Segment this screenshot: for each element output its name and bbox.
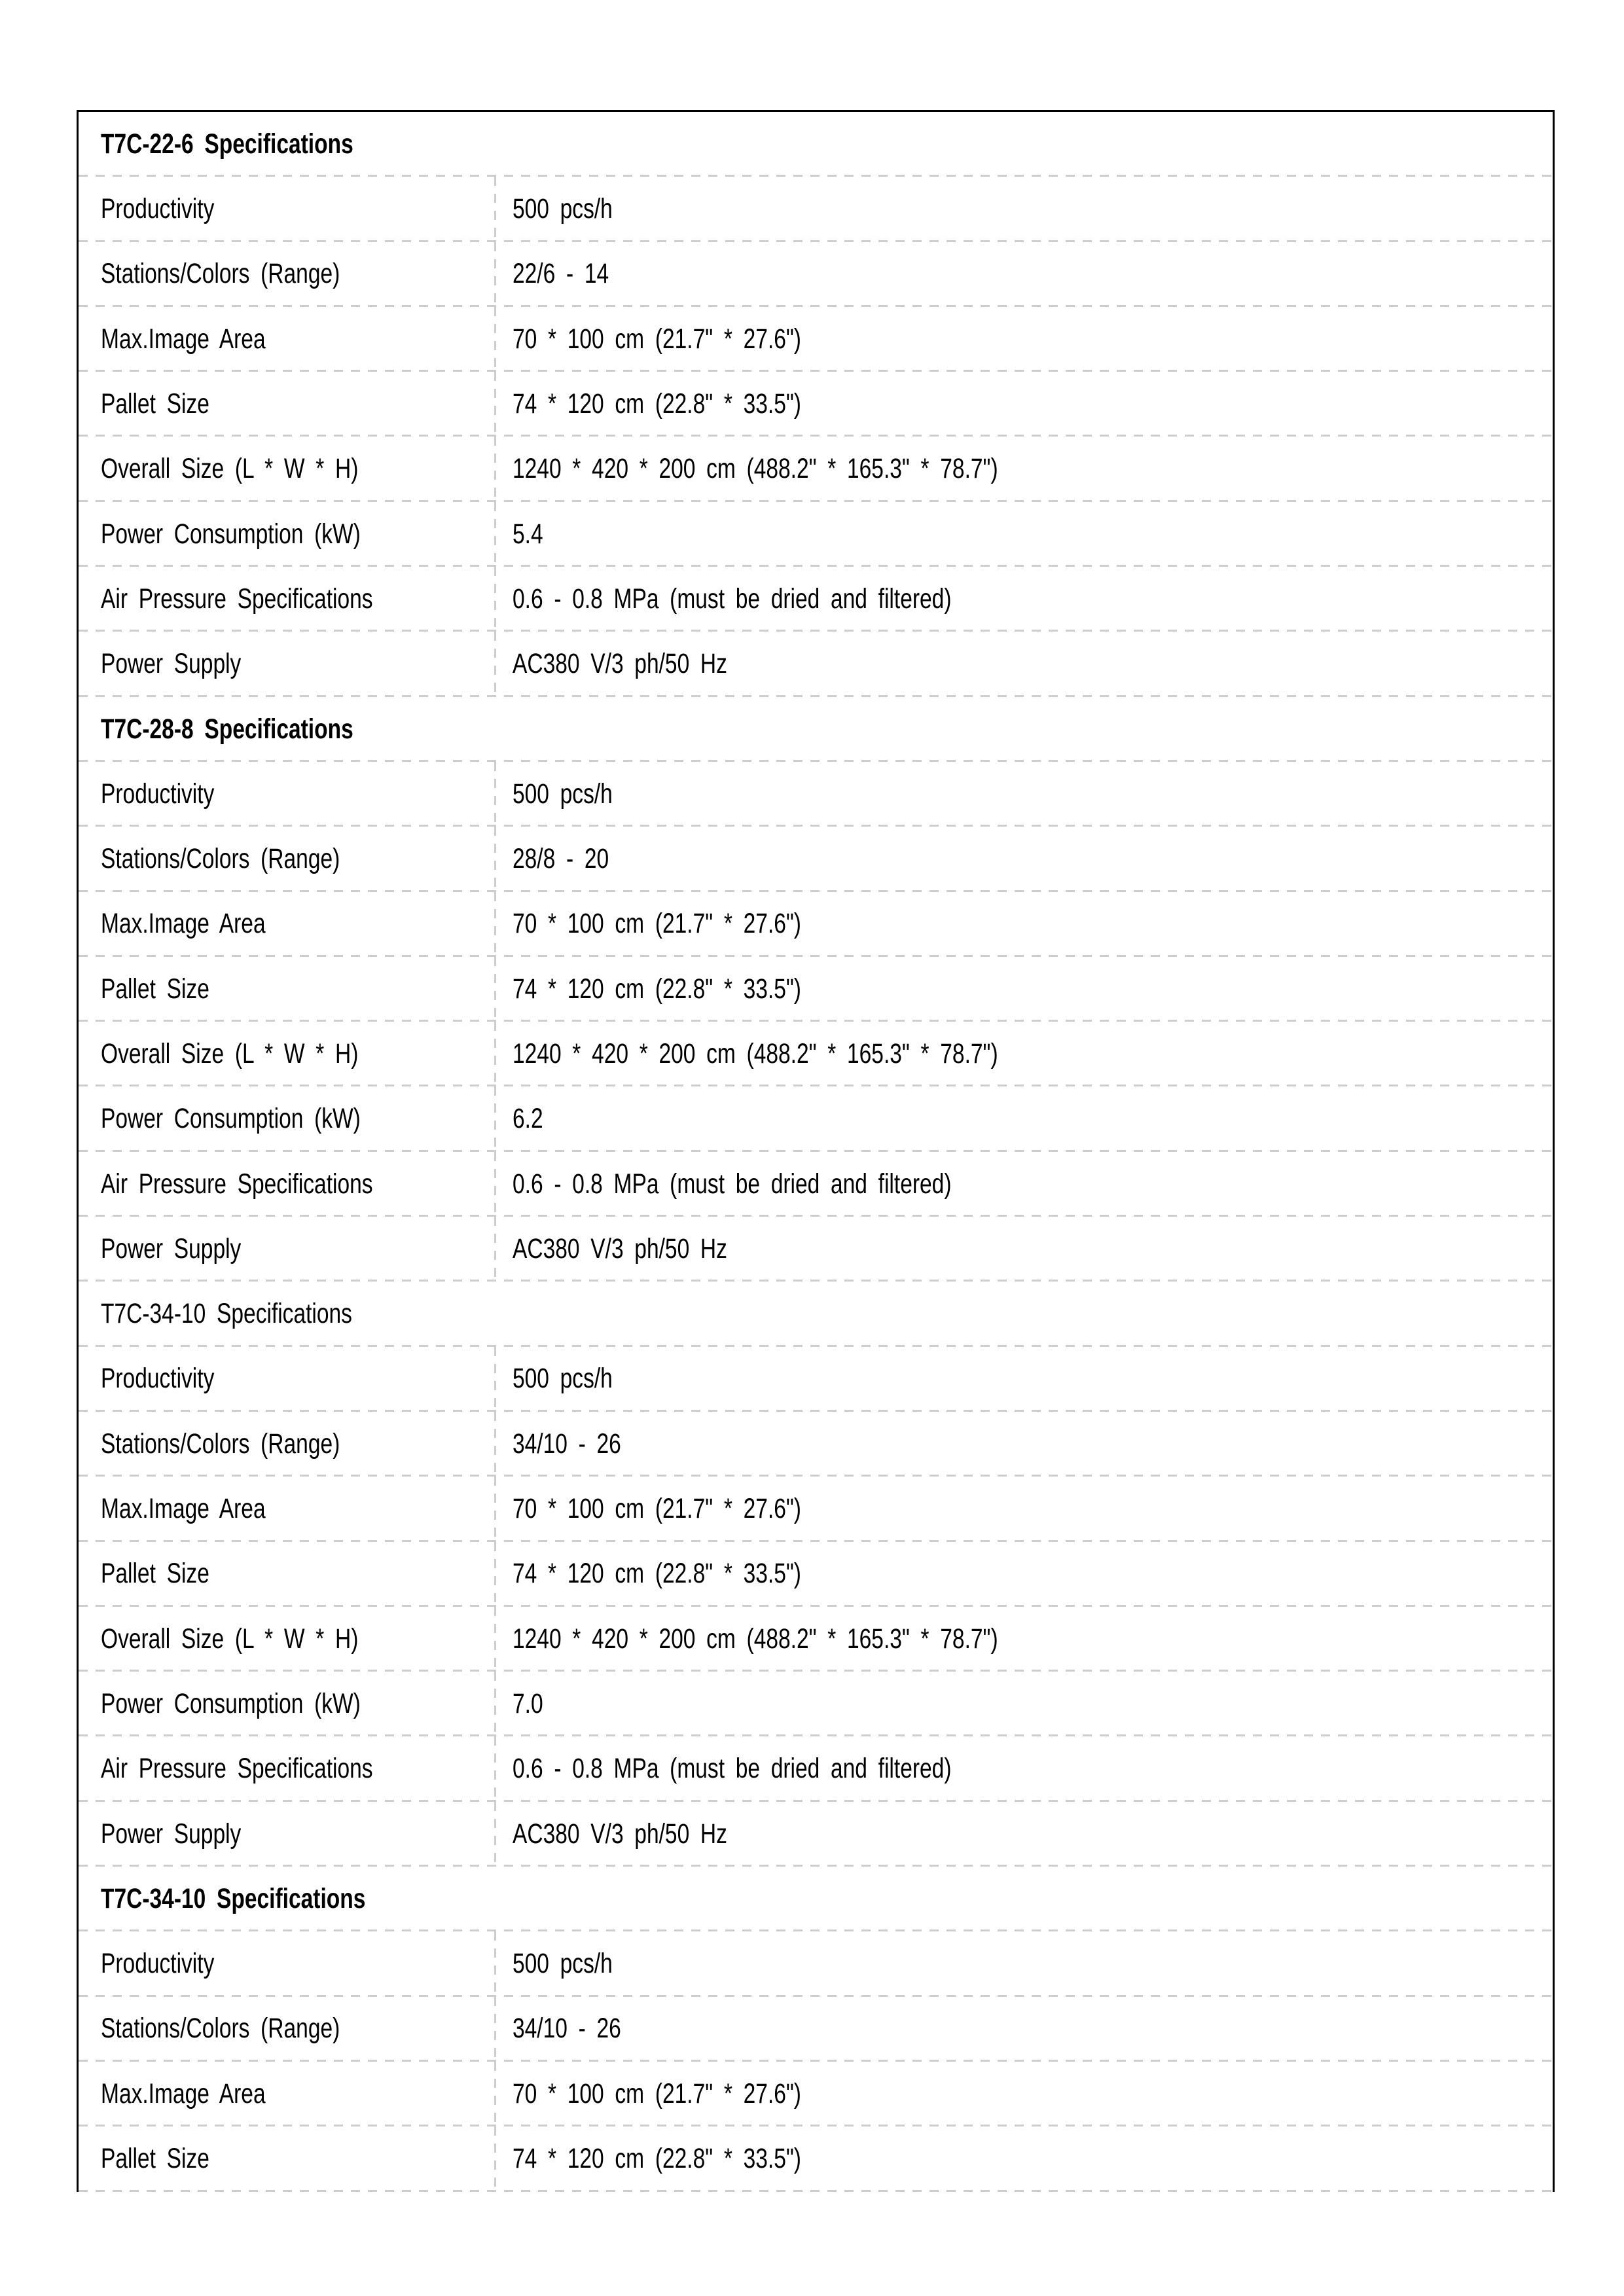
- spec-label-cell: [79, 387, 494, 422]
- spec-label: Air Pressure Specifications: [101, 1168, 373, 1200]
- section-rows: [79, 1931, 1553, 2191]
- column-divider: [494, 957, 496, 1020]
- spec-label: Overall Size (L * W * H): [101, 453, 359, 485]
- spec-value-cell: [494, 2012, 1553, 2046]
- section-header-row: [79, 1282, 1553, 1346]
- section-rows: [79, 762, 1553, 1282]
- spec-label: Productivity: [101, 193, 215, 225]
- column-divider: [494, 2062, 496, 2125]
- spec-label-cell: [79, 1687, 494, 1721]
- spec-value: 500 pcs/h: [513, 1363, 613, 1395]
- spec-label-cell: [79, 1232, 494, 1266]
- section-rows: [79, 177, 1553, 696]
- spec-value-cell: [494, 1687, 1553, 1721]
- spec-label-cell: [79, 518, 494, 552]
- spec-label-cell: [79, 323, 494, 357]
- spec-row: [79, 1672, 1553, 1736]
- spec-row: [79, 1086, 1553, 1151]
- section-title: T7C-22-6 Specifications: [101, 128, 353, 160]
- spec-row: [79, 1477, 1553, 1541]
- spec-section: [79, 112, 1553, 697]
- spec-label-cell: [79, 647, 494, 681]
- spec-row: [79, 1412, 1553, 1477]
- spec-value-cell: [494, 518, 1553, 552]
- spec-label-cell: [79, 1492, 494, 1526]
- spec-value-cell: [494, 1557, 1553, 1591]
- spec-row: [79, 242, 1553, 307]
- spec-label: Power Consumption (kW): [101, 1687, 361, 1719]
- column-divider: [494, 892, 496, 955]
- spec-row: [79, 372, 1553, 437]
- spec-value-cell: [494, 1168, 1553, 1202]
- spec-row: [79, 1152, 1553, 1217]
- spec-value-cell: [494, 1427, 1553, 1462]
- spec-row: [79, 1542, 1553, 1607]
- spec-label: Stations/Colors (Range): [101, 2013, 340, 2045]
- spec-label: Power Consumption (kW): [101, 1103, 361, 1135]
- spec-label: Stations/Colors (Range): [101, 258, 340, 290]
- column-divider: [494, 1412, 496, 1475]
- spec-label-cell: [79, 973, 494, 1007]
- spec-value-cell: [494, 2077, 1553, 2111]
- column-divider: [494, 1802, 496, 1865]
- spec-row: [79, 957, 1553, 1022]
- spec-label: Max.Image Area: [101, 323, 266, 355]
- column-divider: [494, 567, 496, 630]
- spec-value-cell: [494, 452, 1553, 486]
- spec-row: [79, 1931, 1553, 1996]
- spec-value-cell: [494, 1947, 1553, 1981]
- spec-value: 70 * 100 cm (21.7" * 27.6"): [513, 2077, 801, 2109]
- spec-value: 7.0: [513, 1687, 543, 1719]
- spec-row: [79, 502, 1553, 567]
- spec-value: 74 * 120 cm (22.8" * 33.5"): [513, 2143, 801, 2175]
- spec-value-cell: [494, 1102, 1553, 1136]
- spec-row: [79, 2126, 1553, 2191]
- spec-label: Air Pressure Specifications: [101, 1753, 373, 1785]
- spec-label: Max.Image Area: [101, 908, 266, 940]
- section-title: T7C-34-10 Specifications: [101, 1882, 366, 1914]
- spec-value: 74 * 120 cm (22.8" * 33.5"): [513, 973, 801, 1005]
- column-divider: [494, 1736, 496, 1799]
- spec-value-cell: [494, 192, 1553, 226]
- spec-label-cell: [79, 1752, 494, 1786]
- spec-label-cell: [79, 1362, 494, 1396]
- spec-label: Overall Size (L * W * H): [101, 1038, 359, 1069]
- section-header-row: [79, 1867, 1553, 1931]
- spec-label: Pallet Size: [101, 388, 209, 420]
- spec-value-cell: [494, 1752, 1553, 1786]
- section-header-row: [79, 112, 1553, 177]
- spec-label-cell: [79, 1818, 494, 1852]
- spec-label: Air Pressure Specifications: [101, 583, 373, 615]
- spec-row: [79, 567, 1553, 632]
- column-divider: [494, 762, 496, 825]
- column-divider: [494, 1607, 496, 1670]
- spec-label: Overall Size (L * W * H): [101, 1623, 359, 1655]
- spec-row: [79, 762, 1553, 827]
- spec-value-cell: [494, 1818, 1553, 1852]
- section-title: T7C-34-10 Specifications: [101, 1298, 352, 1330]
- spec-value: AC380 V/3 ph/50 Hz: [513, 1818, 727, 1850]
- spec-value: 1240 * 420 * 200 cm (488.2" * 165.3" * 78.7"): [513, 453, 998, 485]
- spec-label-cell: [79, 907, 494, 941]
- spec-label-cell: [79, 2142, 494, 2176]
- spec-value: 500 pcs/h: [513, 1948, 613, 1980]
- spec-label-cell: [79, 257, 494, 291]
- spec-label-cell: [79, 1427, 494, 1462]
- spec-label-cell: [79, 1623, 494, 1657]
- spec-label: Power Supply: [101, 1232, 242, 1265]
- spec-value-cell: [494, 323, 1553, 357]
- column-divider: [494, 827, 496, 889]
- section-header-row: [79, 697, 1553, 762]
- spec-value: 74 * 120 cm (22.8" * 33.5"): [513, 388, 801, 420]
- spec-value-cell: [494, 387, 1553, 422]
- spec-value: 0.6 - 0.8 MPa (must be dried and filtered): [513, 1168, 952, 1200]
- spec-label: Max.Image Area: [101, 2077, 266, 2109]
- column-divider: [494, 177, 496, 240]
- spec-label-cell: [79, 2012, 494, 2046]
- spec-value-cell: [494, 778, 1553, 812]
- column-divider: [494, 632, 496, 694]
- spec-label: Power Supply: [101, 1818, 242, 1850]
- spec-value-cell: [494, 1492, 1553, 1526]
- spec-value-cell: [494, 1037, 1553, 1071]
- column-divider: [494, 437, 496, 499]
- spec-label-cell: [79, 1168, 494, 1202]
- spec-row: [79, 307, 1553, 372]
- spec-row: [79, 1217, 1553, 1282]
- spec-label: Power Supply: [101, 648, 242, 680]
- spec-value-cell: [494, 907, 1553, 941]
- column-divider: [494, 2126, 496, 2189]
- spec-row: [79, 892, 1553, 957]
- spec-value: 28/8 - 20: [513, 843, 609, 875]
- spec-label: Productivity: [101, 778, 215, 810]
- column-divider: [494, 1542, 496, 1605]
- spec-label: Productivity: [101, 1363, 215, 1395]
- spec-value-cell: [494, 583, 1553, 617]
- spec-value: 34/10 - 26: [513, 1427, 621, 1460]
- spec-row: [79, 1607, 1553, 1672]
- spec-value: 70 * 100 cm (21.7" * 27.6"): [513, 1493, 801, 1525]
- column-divider: [494, 1997, 496, 2060]
- spec-section: [79, 1867, 1553, 2191]
- spec-row: [79, 2062, 1553, 2126]
- spec-label: Pallet Size: [101, 973, 209, 1005]
- spec-label-cell: [79, 778, 494, 812]
- spec-row: [79, 827, 1553, 891]
- spec-value: 1240 * 420 * 200 cm (488.2" * 165.3" * 78.7"): [513, 1038, 998, 1069]
- spec-label-cell: [79, 452, 494, 486]
- spec-value: 74 * 120 cm (22.8" * 33.5"): [513, 1558, 801, 1590]
- spec-label: Max.Image Area: [101, 1493, 266, 1525]
- column-divider: [494, 1347, 496, 1410]
- spec-value-cell: [494, 1623, 1553, 1657]
- spec-section: [79, 1282, 1553, 1867]
- spec-label: Pallet Size: [101, 1558, 209, 1590]
- spec-table: [77, 110, 1555, 2192]
- spec-row: [79, 1997, 1553, 2062]
- spec-value: 1240 * 420 * 200 cm (488.2" * 165.3" * 78.7"): [513, 1623, 998, 1655]
- spec-value: AC380 V/3 ph/50 Hz: [513, 1232, 727, 1265]
- section-rows: [79, 1347, 1553, 1867]
- spec-label-cell: [79, 1947, 494, 1981]
- spec-label: Stations/Colors (Range): [101, 1427, 340, 1460]
- column-divider: [494, 1217, 496, 1280]
- spec-label-cell: [79, 1037, 494, 1071]
- spec-value: 22/6 - 14: [513, 258, 609, 290]
- spec-value-cell: [494, 647, 1553, 681]
- spec-label: Productivity: [101, 1948, 215, 1980]
- spec-value: 70 * 100 cm (21.7" * 27.6"): [513, 323, 801, 355]
- spec-row: [79, 177, 1553, 242]
- spec-label-cell: [79, 842, 494, 876]
- spec-row: [79, 632, 1553, 696]
- spec-label: Pallet Size: [101, 2143, 209, 2175]
- column-divider: [494, 1152, 496, 1215]
- spec-value: AC380 V/3 ph/50 Hz: [513, 648, 727, 680]
- spec-label-cell: [79, 2077, 494, 2111]
- spec-value-cell: [494, 973, 1553, 1007]
- spec-value-cell: [494, 1232, 1553, 1266]
- spec-value: 0.6 - 0.8 MPa (must be dried and filtered): [513, 1753, 952, 1785]
- column-divider: [494, 372, 496, 435]
- section-title: T7C-28-8 Specifications: [101, 713, 353, 745]
- spec-row: [79, 1736, 1553, 1801]
- spec-value: 6.2: [513, 1103, 543, 1135]
- spec-value-cell: [494, 842, 1553, 876]
- spec-value: 5.4: [513, 518, 543, 550]
- spec-value-cell: [494, 1362, 1553, 1396]
- spec-row: [79, 1802, 1553, 1867]
- spec-value: 0.6 - 0.8 MPa (must be dried and filtered): [513, 583, 952, 615]
- spec-label-cell: [79, 583, 494, 617]
- spec-row: [79, 1347, 1553, 1412]
- spec-label-cell: [79, 1102, 494, 1136]
- spec-value: 34/10 - 26: [513, 2013, 621, 2045]
- spec-label-cell: [79, 1557, 494, 1591]
- spec-label: Stations/Colors (Range): [101, 843, 340, 875]
- spec-row: [79, 437, 1553, 501]
- spec-value: 500 pcs/h: [513, 778, 613, 810]
- spec-value-cell: [494, 257, 1553, 291]
- spec-value: 70 * 100 cm (21.7" * 27.6"): [513, 908, 801, 940]
- column-divider: [494, 307, 496, 370]
- spec-value-cell: [494, 2142, 1553, 2176]
- column-divider: [494, 242, 496, 305]
- spec-value: 500 pcs/h: [513, 193, 613, 225]
- spec-label: Power Consumption (kW): [101, 518, 361, 550]
- column-divider: [494, 1477, 496, 1539]
- column-divider: [494, 1672, 496, 1734]
- column-divider: [494, 1931, 496, 1994]
- column-divider: [494, 1086, 496, 1149]
- column-divider: [494, 1022, 496, 1085]
- spec-section: [79, 697, 1553, 1282]
- spec-label-cell: [79, 192, 494, 226]
- spec-row: [79, 1022, 1553, 1086]
- column-divider: [494, 502, 496, 565]
